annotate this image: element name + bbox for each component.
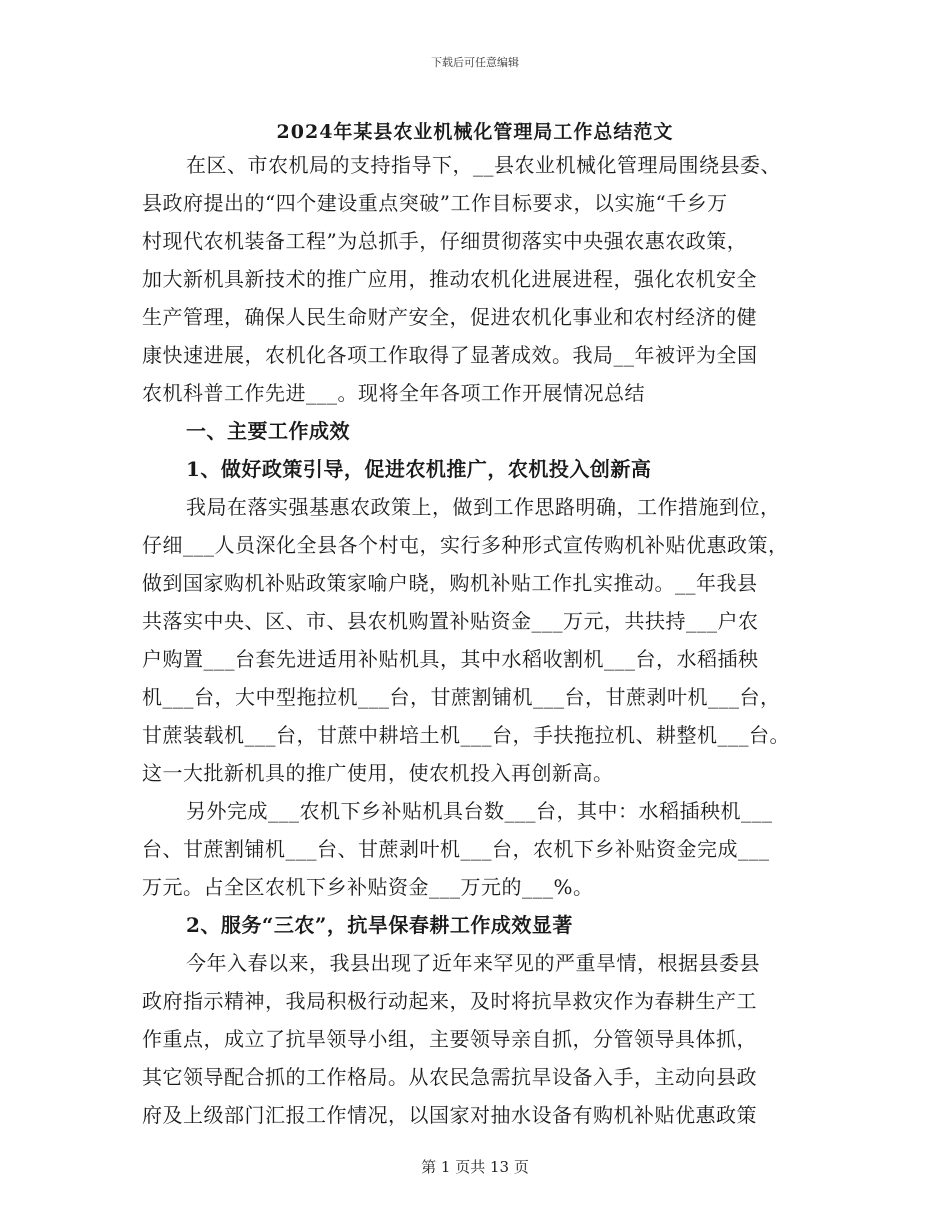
body-line: 共落实中央、区、市、县农机购置补贴资金___万元，共扶持___户农 — [142, 609, 759, 633]
body-line: 康快速进展，农机化各项工作取得了显著成效。我局__年被评为全国 — [142, 343, 758, 367]
section-heading: 1、做好政策引导，促进农机推广，农机投入创新高 — [186, 457, 652, 481]
header-note: 下载后可任意编辑 — [431, 56, 519, 69]
body-line: 村现代农机装备工程”为总抓手，仔细贯彻落实中央强农惠农政策， — [142, 229, 748, 253]
body-line: 这一大批新机具的推广使用，使农机投入再创新高。 — [142, 761, 614, 785]
page-footer: 第 1 页共 13 页 — [421, 1158, 529, 1176]
body-line: 府及上级部门汇报工作情况，以国家对抽水设备有购机补贴优惠政策 — [142, 1103, 757, 1127]
body-line: 加大新机具新技术的推广应用，推动农机化进展进程，强化农机安全 — [142, 267, 757, 291]
body-line: 生产管理，确保人民生命财产安全，促进农机化事业和农村经济的健 — [142, 305, 757, 329]
body-line: 农机科普工作先进___。现将全年各项工作开展情况总结 — [142, 381, 645, 405]
body-line: 在区、市农机局的支持指导下，__县农业机械化管理局围绕县委、 — [186, 153, 781, 177]
body-line: 县政府提出的“四个建设重点突破”工作目标要求，以实施“千乡万 — [142, 191, 728, 215]
body-line: 其它领导配合抓的工作格局。从农民急需抗旱设备入手，主动向县政 — [142, 1065, 757, 1089]
body-line: 今年入春以来，我县出现了近年来罕见的严重旱情，根据县委县 — [186, 951, 760, 975]
body-line: 甘蔗装载机___台，甘蔗中耕培土机___台，手扶拖拉机、耕整机___台。 — [142, 723, 790, 747]
body-line: 仔细___人员深化全县各个村屯，实行多种形式宣传购机补贴优惠政策， — [142, 533, 789, 557]
document-title: 2024年某县农业机械化管理局工作总结范文 — [276, 121, 674, 143]
body-line: 我局在落实强基惠农政策上，做到工作思路明确，工作措施到位， — [186, 495, 781, 519]
body-line: 做到国家购机补贴政策家喻户晓，购机补贴工作扎实推动。__年我县 — [142, 571, 758, 595]
section-heading: 一、主要工作成效 — [186, 419, 350, 443]
body-line: 机___台，大中型拖拉机___台，甘蔗割铺机___台，甘蔗剥叶机___台， — [142, 685, 781, 709]
body-line: 政府指示精神，我局积极行动起来，及时将抗旱救灾作为春耕生产工 — [142, 989, 757, 1013]
body-line: 万元。占全区农机下乡补贴资金___万元的___%。 — [142, 875, 594, 899]
body-line: 台、甘蔗割铺机___台、甘蔗剥叶机___台，农机下乡补贴资金完成___ — [142, 837, 770, 861]
body-line: 户购置___台套先进适用补贴机具，其中水稻收割机___台，水稻插秧 — [142, 647, 759, 671]
body-line: 作重点，成立了抗旱领导小组，主要领导亲自抓，分管领导具体抓， — [142, 1027, 757, 1051]
section-heading: 2、服务“三农”，抗旱保春耕工作成效显著 — [186, 913, 573, 937]
body-line: 另外完成___农机下乡补贴机具台数___台，其中：水稻插秧机___ — [186, 799, 773, 823]
document-body — [142, 146, 818, 1134]
